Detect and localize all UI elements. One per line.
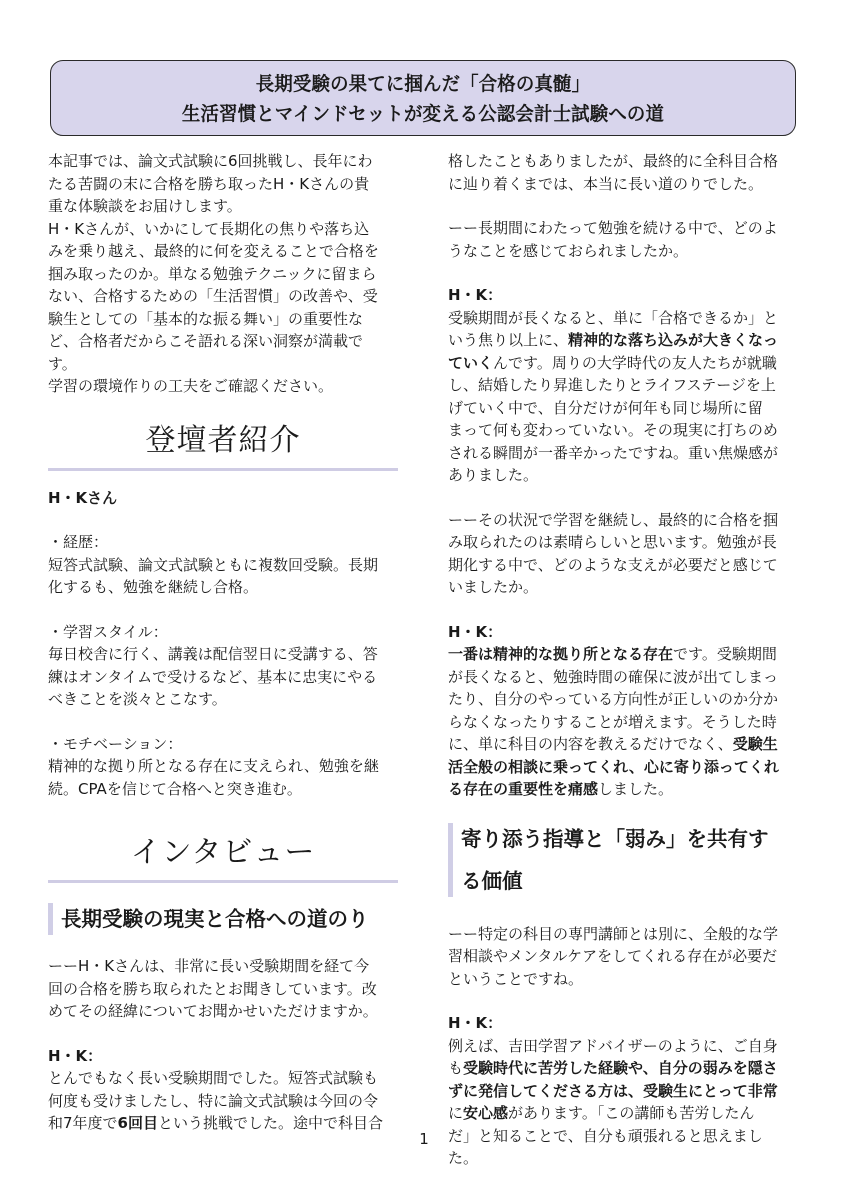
answer-line xyxy=(448,352,798,375)
intro-line: ない、合格するための「生活習慣」の改善や、受 xyxy=(48,287,378,305)
section2-heading-line: 寄り添う指導と「弱み」を共有す xyxy=(461,826,769,851)
answer-emphasis: 一番は精神的な拠り所となる存在 xyxy=(448,645,674,663)
answer-line: 受験期間が長くなると、単に「合格できるか」と xyxy=(448,308,779,327)
left-column xyxy=(48,150,398,1135)
answer-line: まって何も変わっていない。その現実に打ちのめ xyxy=(448,421,778,439)
answer-text: に xyxy=(448,1104,464,1122)
answer-text: です。受験期間 xyxy=(673,645,777,663)
question-line: ーー特定の科目の専門講師とは別に、全般的な学 xyxy=(448,924,779,943)
answer-2 xyxy=(448,284,798,487)
style-label: ・学習スタイル： xyxy=(48,622,168,641)
intro-paragraph xyxy=(48,150,398,398)
answer-line: らなくなったりすることが増えます。そうした時 xyxy=(448,712,777,731)
answer-line: し、結婚したり昇進したりとライフステージを上 xyxy=(448,376,776,394)
answer-line: 例えば、吉田学習アドバイザーのように、ご自身 xyxy=(448,1036,778,1055)
answer-text: という挑戦でした。途中で科目合 xyxy=(157,1114,383,1132)
motivation-line: 続。CPAを信じて合格へと突き進む。 xyxy=(48,779,302,798)
answer-line xyxy=(448,778,798,801)
speaker-label: H・K： xyxy=(48,1046,103,1065)
answer-line: が長くなると、勉強時間の確保に波が出てしまっ xyxy=(448,667,779,686)
style-block xyxy=(48,621,398,711)
answer-text: しました。 xyxy=(598,780,674,798)
answer-line xyxy=(448,1057,798,1080)
title-line-1: 長期受験の果てに掴んだ「合格の真髄」 xyxy=(255,73,591,95)
question-line: うなことを感じておられましたか。 xyxy=(448,241,689,260)
intro-line: みを乗り越え、最終的に何を変えることで合格を xyxy=(48,242,379,260)
section2-heading-line: る価値 xyxy=(461,868,523,893)
question-3 xyxy=(448,509,798,599)
answer-text: があります。「この講師も苦労したん xyxy=(508,1104,755,1122)
profile-name: H・Kさん xyxy=(48,488,118,507)
style-line: 練はオンタイムで受けるなど、基本に忠実にやる xyxy=(48,667,378,686)
answer-1-continued xyxy=(448,150,798,195)
motivation-block xyxy=(48,733,398,801)
intro-line: たる苦闘の末に合格を勝ち取ったH・Kさんの貴 xyxy=(48,174,370,193)
intro-line: 験生としての「基本的な振る舞い」の重要性な xyxy=(48,309,364,328)
question-1 xyxy=(48,955,398,1023)
question-line: 回の合格を勝ち取られたとお聞きしています。改 xyxy=(48,979,377,998)
profile-name-block xyxy=(48,487,398,510)
intro-line: す。 xyxy=(48,354,77,373)
question-2 xyxy=(448,217,798,262)
answer-emphasis: 安心感 xyxy=(463,1104,509,1122)
question-line: ということですね。 xyxy=(448,969,584,988)
answer-emphasis: 6回目 xyxy=(117,1114,158,1132)
answer-emphasis: 受験時代に苦労した経験や、自分の弱みを隠さ xyxy=(463,1059,778,1077)
answer-text: んです。周りの大学時代の友人たちが就職 xyxy=(493,353,777,372)
question-line: ーー長期間にわたって勉強を続ける中で、どのよ xyxy=(448,219,778,237)
answer-emphasis: る存在の重要性を痛感 xyxy=(448,780,599,798)
answer-line xyxy=(448,1102,798,1125)
answer-emphasis: ていく xyxy=(448,353,494,372)
title-line-2: 生活習慣とマインドセットが変える公認会計士試験への道 xyxy=(181,103,665,125)
section2-heading xyxy=(448,823,798,897)
answer-text: いう焦り以上に、 xyxy=(448,331,569,349)
career-line: 短答式試験、論文式試験ともに複数回受験。長期 xyxy=(48,555,379,574)
answer-line: 何度も受けましたし、特に論文式試験は今回の令 xyxy=(48,1091,379,1110)
intro-line: ど、合格者だからこそ語れる深い洞察が満載で xyxy=(48,332,364,350)
question-line: 習相談やメンタルケアをしてくれる存在が必要だ xyxy=(448,947,778,965)
intro-line: 掴み取ったのか。単なる勉強テクニックに留まら xyxy=(48,264,377,283)
answer-line xyxy=(448,643,798,666)
question-line: 期化する中で、どのような支えが必要だと感じて xyxy=(448,555,778,574)
motivation-label: ・モチベーション： xyxy=(48,734,183,753)
question-line: ーーその状況で学習を継続し、最終的に合格を掴 xyxy=(448,510,779,529)
career-line: 化するも、勉強を継続し合格。 xyxy=(48,578,259,596)
answer-line: だ」と知ることで、自分も頑張れると思えまし xyxy=(448,1126,763,1145)
intro-line: 本記事では、論文式試験に6回挑戦し、長年にわ xyxy=(48,152,373,170)
question-4 xyxy=(448,923,798,991)
answer-text: 和7年度で xyxy=(48,1114,118,1132)
answer-line xyxy=(448,733,798,756)
answer-line: げていく中で、自分だけが何年も同じ場所に留 xyxy=(448,398,763,417)
answer-line: とんでもなく長い受験期間でした。短答式試験も xyxy=(48,1069,379,1087)
career-block xyxy=(48,531,398,599)
answer-line: 活全般の相談に乗ってくれ、心に寄り添ってくれ xyxy=(448,757,779,776)
question-line: いましたか。 xyxy=(448,578,539,596)
answer-line: ありました。 xyxy=(448,466,539,484)
speaker-label: H・K： xyxy=(448,1014,503,1032)
answer-line: たり、自分のやっている方向性が正しいのか分か xyxy=(448,690,779,708)
answer-text: に、単に科目の内容を教えるだけでなく、 xyxy=(448,735,733,753)
speaker-label: H・K： xyxy=(448,622,503,641)
answer-line: される瞬間が一番辛かったですね。重い焦燥感が xyxy=(448,443,779,462)
question-line: めてその経緯についてお聞かせいただけますか。 xyxy=(48,1002,378,1020)
intro-line: 重な体験談をお届けします。 xyxy=(48,197,242,215)
answer-line: ずに発信してくださる方は、受験生にとって非常 xyxy=(448,1081,778,1100)
question-line: ーーH・Kさんは、非常に長い受験期間を経て今 xyxy=(48,957,370,975)
page-number: 1 xyxy=(419,1130,429,1148)
answer-line xyxy=(448,329,798,352)
title-box xyxy=(50,60,796,136)
answer-line: た。 xyxy=(448,1149,479,1167)
motivation-line: 精神的な拠り所となる存在に支えられ、勉強を継 xyxy=(48,757,379,775)
interview-heading: インタビュー xyxy=(130,835,316,870)
section1-heading: 長期受験の現実と合格への道のり xyxy=(48,903,398,935)
answer-1 xyxy=(48,1045,398,1135)
answer-line: 格したこともありましたが、最終的に全科目合格 xyxy=(448,152,779,170)
style-line: べきことを淡々とこなす。 xyxy=(48,690,227,708)
style-line: 毎日校舎に行く、講義は配信翌日に受講する、答 xyxy=(48,645,378,663)
answer-emphasis: 精神的な落ち込みが大きくなっ xyxy=(568,331,779,349)
question-line: み取られたのは素晴らしいと思います。勉強が長 xyxy=(448,533,777,551)
intro-line: H・Kさんが、いかにして長期化の焦りや落ち込 xyxy=(48,219,370,238)
profile-heading: 登壇者紹介 xyxy=(145,422,301,458)
speaker-label: H・K： xyxy=(448,286,503,304)
answer-text: も xyxy=(448,1059,464,1077)
right-column xyxy=(448,150,798,1170)
answer-line: に辿り着くまでは、本当に長い道のりでした。 xyxy=(448,174,764,193)
answer-emphasis: 受験生 xyxy=(732,735,778,753)
intro-line: 学習の環境作りの工夫をご確認ください。 xyxy=(48,377,334,395)
answer-3 xyxy=(448,621,798,801)
career-label: ・経歴： xyxy=(48,533,109,551)
